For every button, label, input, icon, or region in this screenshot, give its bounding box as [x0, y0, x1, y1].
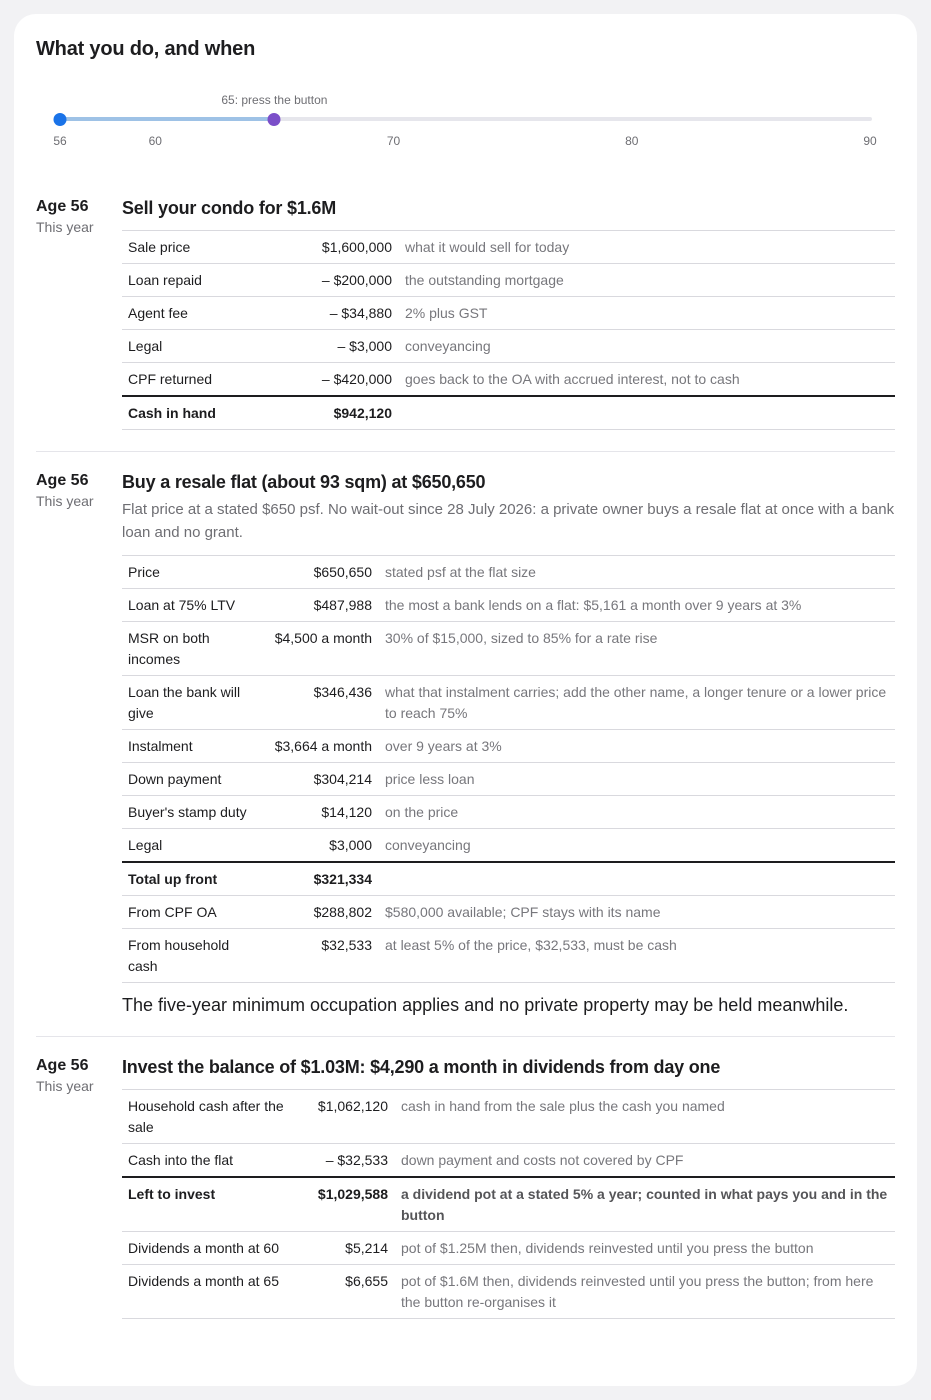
- row-amount: $304,214: [258, 763, 378, 796]
- timeline-tick-label: 60: [148, 134, 162, 148]
- age-number: Age 56: [36, 1057, 89, 1074]
- row-amount: $321,334: [258, 862, 378, 896]
- row-label: Loan the bank will give: [122, 676, 258, 730]
- row-note: over 9 years at 3%: [378, 730, 895, 763]
- row-amount: – $34,880: [298, 297, 398, 330]
- table-row: [122, 231, 895, 264]
- section-title: Invest the balance of $1.03M: $4,290 a month in dividends from day one: [122, 1057, 721, 1077]
- table-row: [122, 330, 895, 363]
- occupation-footnote: The five-year minimum occupation applies and no private property may be held meanwhile.: [122, 995, 849, 1015]
- sale-breakdown-table: [122, 230, 895, 430]
- row-note: price less loan: [378, 763, 895, 796]
- row-note: conveyancing: [398, 330, 895, 363]
- row-amount: $1,600,000: [298, 231, 398, 264]
- table-row: [122, 929, 895, 983]
- row-amount: $4,500 a month: [258, 622, 378, 676]
- section-divider: [36, 1036, 895, 1037]
- age-number: Age 56: [36, 472, 89, 489]
- total-row: [122, 1177, 895, 1232]
- row-label: From household cash: [122, 929, 258, 983]
- row-label: Dividends a month at 65: [122, 1265, 292, 1319]
- section-title: Sell your condo for $1.6M: [122, 198, 337, 218]
- row-amount: $288,802: [258, 896, 378, 929]
- section-description: Flat price at a stated $650 psf. No wait-out since 28 July 2026: a private owner buys a resale flat at once with a bank loan and no grant.: [122, 501, 895, 541]
- timeline-tick-label: 90: [863, 134, 877, 148]
- section-age: [36, 471, 116, 511]
- row-note: pot of $1.6M then, dividends reinvested until you press the button; from here the button re-organises it: [394, 1265, 895, 1319]
- row-label: Loan at 75% LTV: [122, 589, 258, 622]
- table-row: [122, 363, 895, 397]
- age-when: This year: [36, 493, 94, 509]
- age-when: This year: [36, 1078, 94, 1094]
- table-row: [122, 896, 895, 929]
- row-note: at least 5% of the price, $32,533, must be cash: [378, 929, 895, 983]
- row-note: [398, 396, 895, 430]
- row-note: [378, 862, 895, 896]
- table-row: [122, 589, 895, 622]
- page-title: What you do, and when: [36, 38, 256, 60]
- table-row: [122, 796, 895, 829]
- section-divider: [36, 451, 895, 452]
- age-timeline: [14, 14, 917, 174]
- row-amount: – $200,000: [298, 264, 398, 297]
- row-label: Agent fee: [122, 297, 298, 330]
- row-amount: – $32,533: [325, 1152, 388, 1168]
- row-note: down payment and costs not covered by CPF: [401, 1152, 684, 1168]
- row-label: Down payment: [122, 763, 258, 796]
- table-row: [122, 1232, 895, 1265]
- row-amount: $32,533: [258, 929, 378, 983]
- row-amount: $487,988: [258, 589, 378, 622]
- row-label: Legal: [128, 837, 163, 853]
- row-amount: $1,029,588: [292, 1177, 394, 1232]
- table-row: [122, 1090, 895, 1144]
- purchase-breakdown-table: [122, 555, 895, 983]
- row-amount: $14,120: [258, 796, 378, 829]
- table-row: [122, 264, 895, 297]
- row-label: MSR on both incomes: [122, 622, 258, 676]
- row-label: Dividends a month at 60: [122, 1232, 292, 1265]
- row-note: goes back to the OA with accrued interest, not to cash: [405, 371, 740, 387]
- timeline-track-fill: [60, 117, 274, 121]
- row-label: CPF returned: [128, 371, 213, 387]
- total-row: [122, 396, 895, 430]
- row-label: Sale price: [122, 231, 298, 264]
- table-row: [122, 829, 895, 863]
- row-note: 30% of $15,000, sized to 85% for a rate rise: [378, 622, 895, 676]
- row-amount: – $420,000: [321, 371, 392, 387]
- timeline-tick-label: 80: [625, 134, 639, 148]
- row-note: cash in hand from the sale plus the cash you named: [394, 1090, 895, 1144]
- row-amount: $3,664 a month: [258, 730, 378, 763]
- row-label: Instalment: [122, 730, 258, 763]
- button-age-handle[interactable]: [268, 113, 281, 126]
- section-title: Buy a resale flat (about 93 sqm) at $650,650: [122, 472, 486, 492]
- row-label: Buyer's stamp duty: [122, 796, 258, 829]
- current-age-marker: [54, 113, 67, 126]
- total-row: [122, 862, 895, 896]
- row-amount: $1,062,120: [292, 1090, 394, 1144]
- row-label: Cash into the flat: [128, 1152, 234, 1168]
- row-label: Left to invest: [122, 1177, 292, 1232]
- row-amount: – $3,000: [298, 330, 398, 363]
- row-amount: $942,120: [298, 396, 398, 430]
- row-note: on the price: [378, 796, 895, 829]
- row-note: 2% plus GST: [398, 297, 895, 330]
- section-age: [36, 1056, 116, 1096]
- age-when: This year: [36, 219, 94, 235]
- row-note: conveyancing: [385, 837, 471, 853]
- row-note: what that instalment carries; add the other name, a longer tenure or a lower price to reach 75%: [378, 676, 895, 730]
- row-note: the most a bank lends on a flat: $5,161 a month over 9 years at 3%: [378, 589, 895, 622]
- row-label: Total up front: [122, 862, 258, 896]
- row-note: the outstanding mortgage: [398, 264, 895, 297]
- timeline-tick-label: 56: [53, 134, 67, 148]
- table-row: [122, 1144, 895, 1178]
- row-note: what it would sell for today: [398, 231, 895, 264]
- timeline-tick-label: 70: [386, 134, 401, 148]
- investment-breakdown-table: [122, 1089, 895, 1319]
- row-amount: $6,655: [292, 1265, 394, 1319]
- age-number: Age 56: [36, 198, 89, 215]
- row-note: stated psf at the flat size: [378, 556, 895, 589]
- button-age-label: 65: press the button: [221, 93, 328, 107]
- table-row: [122, 622, 895, 676]
- table-row: [122, 730, 895, 763]
- row-label: Legal: [122, 330, 298, 363]
- row-amount: $5,214: [292, 1232, 394, 1265]
- table-row: [122, 556, 895, 589]
- row-amount: $3,000: [329, 837, 372, 853]
- row-label: From CPF OA: [122, 896, 258, 929]
- row-label: Cash in hand: [122, 396, 298, 430]
- plan-card: [14, 14, 917, 1386]
- table-row: [122, 1265, 895, 1319]
- row-label: Household cash after the sale: [122, 1090, 292, 1144]
- section-age: [36, 197, 116, 237]
- table-row: [122, 297, 895, 330]
- row-amount: $346,436: [258, 676, 378, 730]
- row-amount: $650,650: [258, 556, 378, 589]
- row-note: pot of $1.25M then, dividends reinvested until you press the button: [394, 1232, 895, 1265]
- row-label: Loan repaid: [122, 264, 298, 297]
- row-label: Price: [122, 556, 258, 589]
- table-row: [122, 763, 895, 796]
- row-note: a dividend pot at a stated 5% a year; counted in what pays you and in the button: [394, 1177, 895, 1232]
- table-row: [122, 676, 895, 730]
- row-note: $580,000 available; CPF stays with its name: [378, 896, 895, 929]
